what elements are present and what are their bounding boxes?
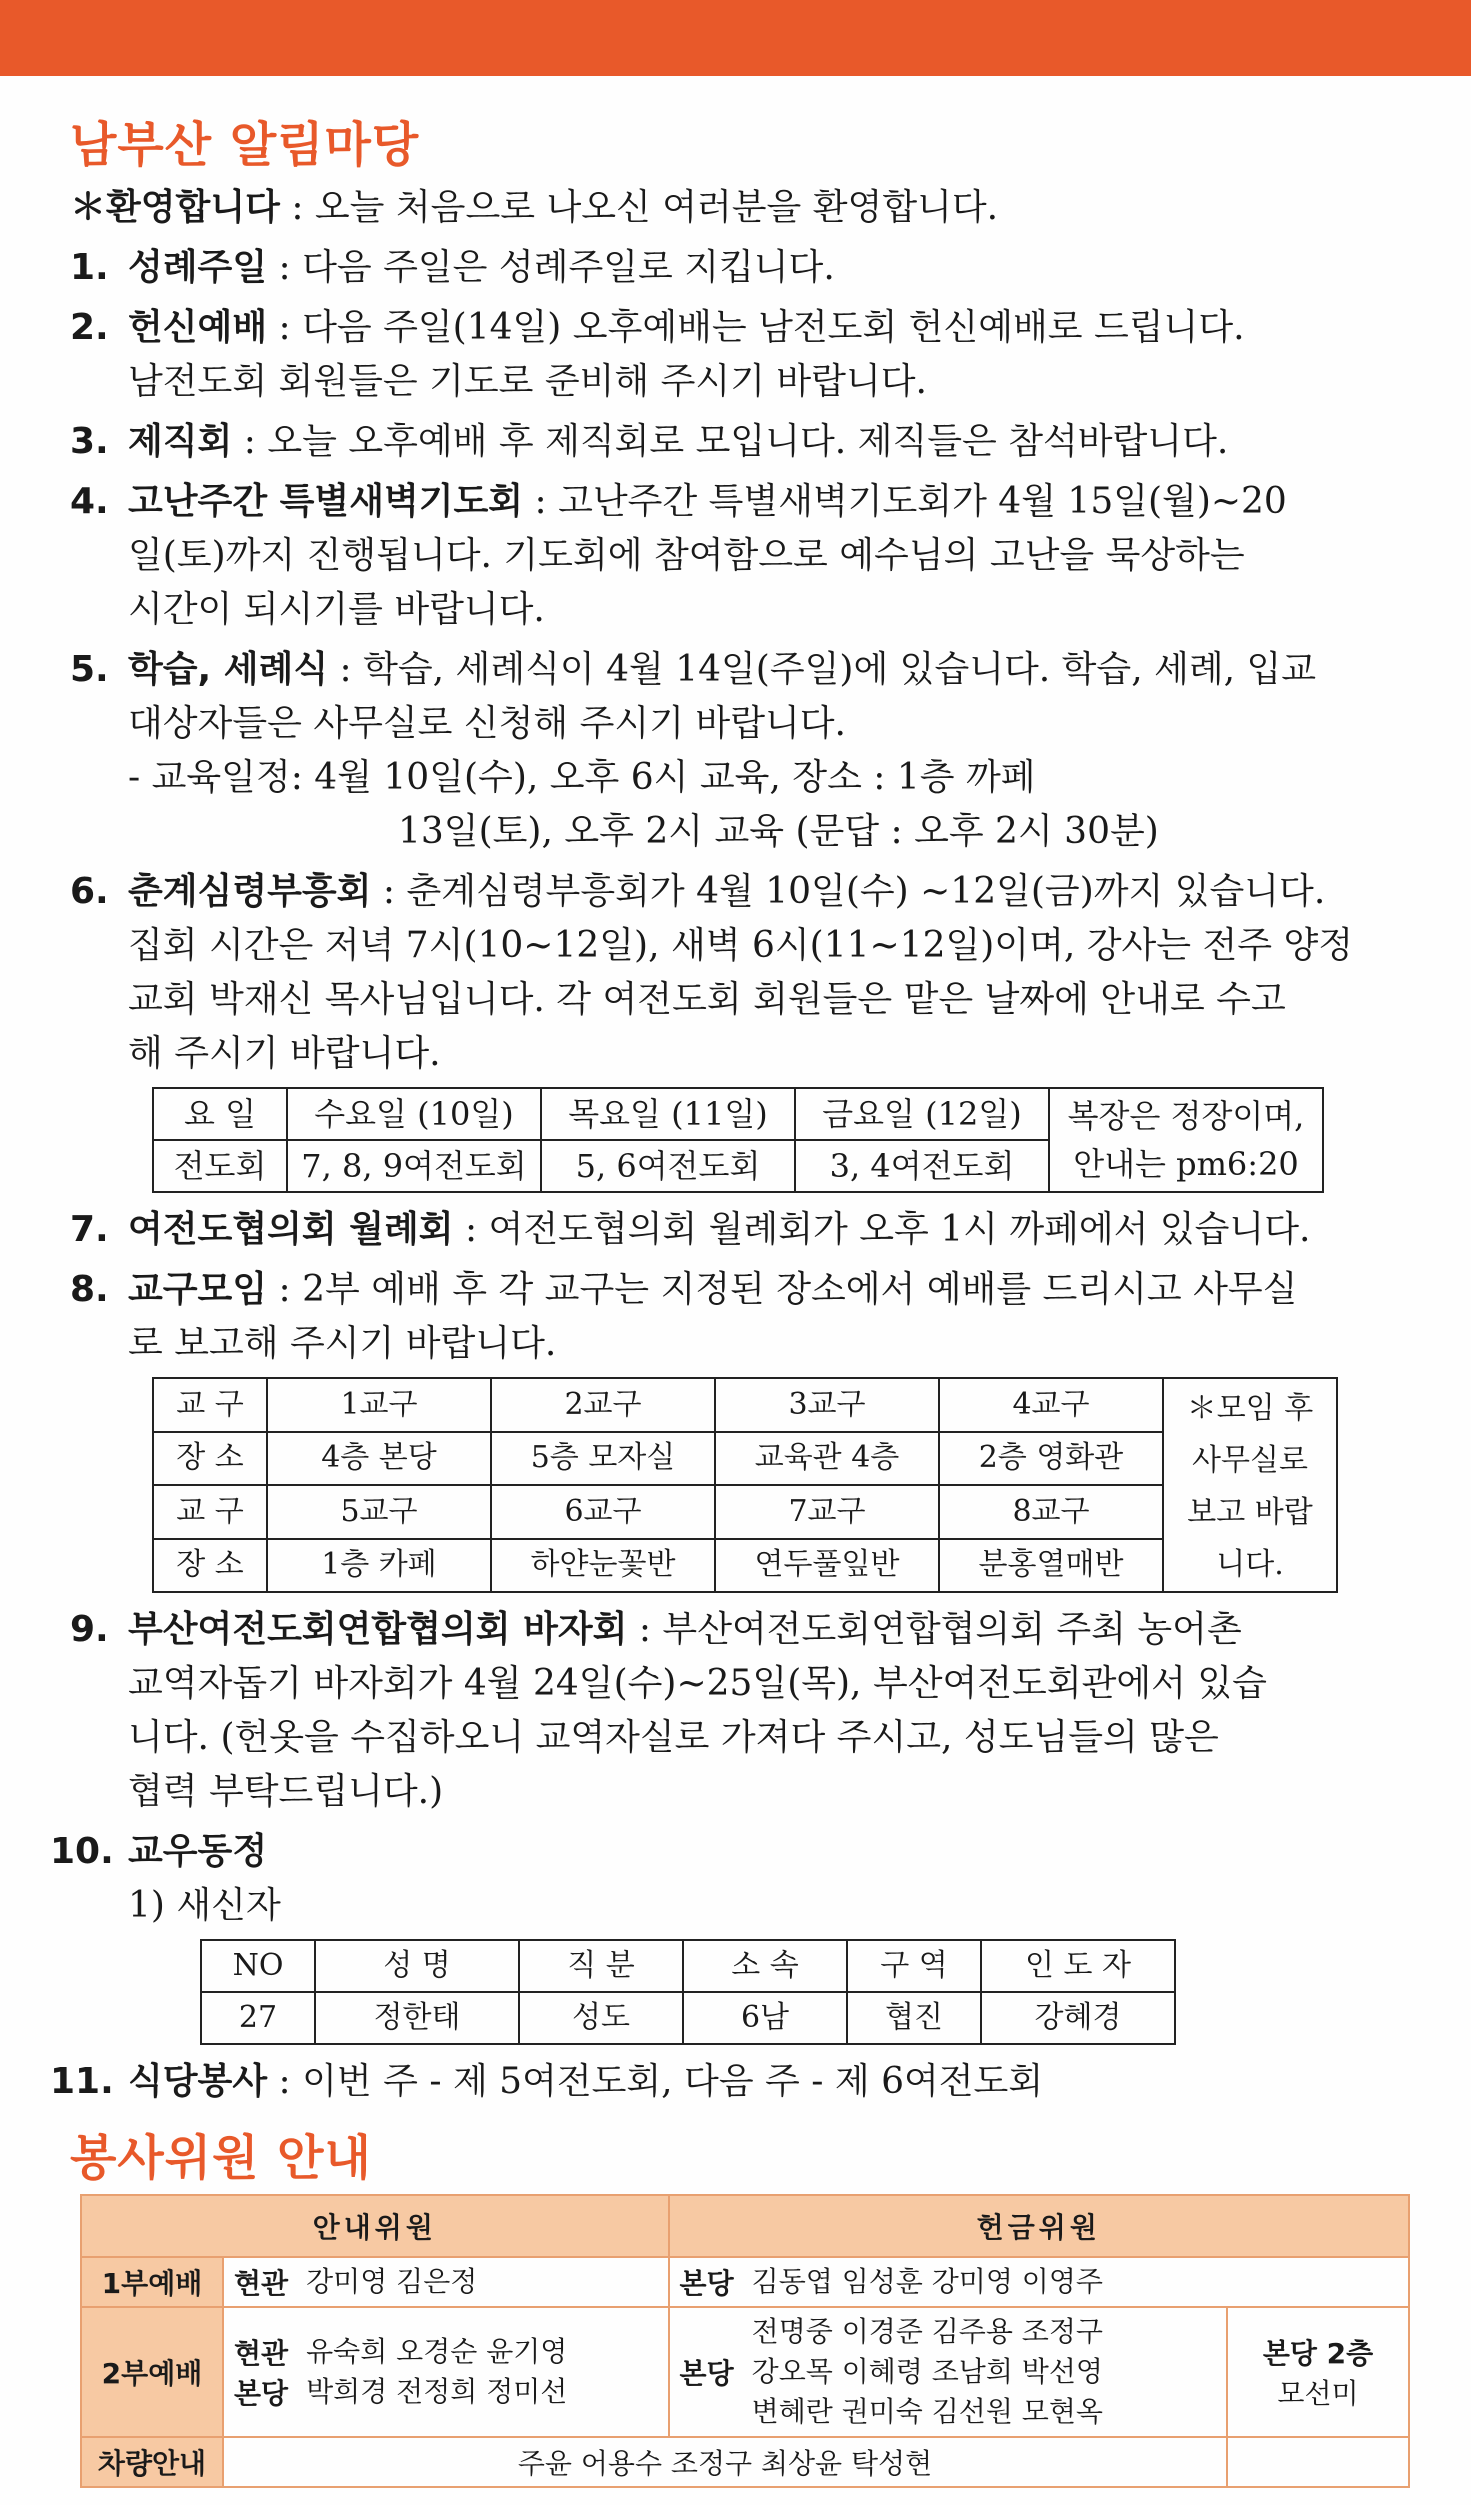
bulletin-page: [50, 96, 1390, 2488]
notice-item-11: 11. 식당봉사 : 이번 주 - 제 5여전도회, 다음 주 - 제 6여전도회: [50, 2061, 1044, 2102]
notice-item-4: 4. 고난주간 특별새벽기도회 : 고난주간 특별새벽기도회가 4월 15일(월)~20 일(토)까지 진행됩니다. 기도회에 참여함으로 예수님의 고난을 묵상하는 시간이 되시기를 바랍니다.: [70, 481, 1287, 630]
top-color-bar: [0, 0, 1471, 76]
welcome-line: ＊환영합니다 : 오늘 처음으로 나오신 여러분을 환영합니다.: [70, 187, 999, 228]
notice-item-10: 10. 교우동정 1) 새신자: [50, 1831, 281, 1926]
notice-item-3: 3. 제직회 : 오늘 오후예배 후 제직회로 모입니다. 제직들은 참석바랍니다.: [70, 421, 1229, 462]
notice-item-7: 7. 여전도협의회 월례회 : 여전도협의회 월례회가 오후 1시 까페에서 있습니다.: [70, 1209, 1311, 1250]
district-note: ＊모임 후 사무실로 보고 바랍 니다.: [1163, 1378, 1337, 1592]
notice-item-9: 9. 부산여전도회연합협의회 바자회 : 부산여전도회연합협의회 주최 농어촌 교역자돕기 바자회가 4월 24일(수)~25일(목), 부산여전도회관에서 있습 니다. (헌옷을 수집하오니 교역자실로 가져다 주시고, 성도님들의 많은 협력 부탁드립니다.): [70, 1609, 1267, 1812]
notice-item-8: 8. 교구모임 : 2부 예배 후 각 교구는 지정된 장소에서 예배를 드리시고 사무실 로 보고해 주시기 바랍니다.: [70, 1269, 1298, 1364]
service-table: 안내위원 헌금위원 1부예배 현관 강미영 김은정 본당 김동엽 임성훈 강미영 이영주 2부예배 현관 유숙희 오경순 윤기영 본당 박희경 전정희 정미선 본당 전명중 이경준 김주용 조정구 강오목 이혜령 조남희 박선영 변혜란 권미숙 김선원 모현옥 본당 2층 모선미 차량안내 주윤 어용수 조정구 최상윤 탁성현: [80, 2194, 1410, 2488]
revival-schedule-table: 요 일 수요일 (10일) 목요일 (11일) 금요일 (12일) 복장은 정장이며, 안내는 pm6:20 전도회 7, 8, 9여전도회 5, 6여전도회 3, 4여전도회: [152, 1087, 1390, 1193]
notice-item-6: 6. 춘계심령부흥회 : 춘계심령부흥회가 4월 10일(수) ~12일(금)까지 있습니다. 집회 시간은 저녁 7시(10~12일), 새벽 6시(11~12일)이며, 강사는 전주 양정 교회 박재신 목사님입니다. 각 여전도회 회원들은 맡은 날짜에 안내로 수고 해 주시기 바랍니다.: [70, 871, 1354, 1074]
revival-note: 복장은 정장이며, 안내는 pm6:20: [1049, 1088, 1323, 1192]
service-title: 봉사위원 안내: [70, 2130, 372, 2186]
notice-item-1: 1. 성례주일 : 다음 주일은 성례주일로 지킵니다.: [70, 247, 835, 288]
notice-item-2: 2. 헌신예배 : 다음 주일(14일) 오후예배는 남전도회 헌신예배로 드립니다. 남전도회 회원들은 기도로 준비해 주시기 바랍니다.: [70, 307, 1245, 402]
district-meeting-table: 교 구 1교구 2교구 3교구 4교구 ＊모임 후 사무실로 보고 바랍 니다. 장 소 4층 본당 5층 모자실 교육관 4층 2층 영화관 교 구 5교구 6교구 7교구 8교구 장 소 1층 카페 하얀눈꽃반 연두풀잎반 분홍열매반: [152, 1377, 1390, 1593]
newcomer-table: NO 성 명 직 분 소 속 구 역 인 도 자 27 정한태 성도 6남 협진 강혜경: [200, 1939, 1390, 2045]
section-title: 남부산 알림마당: [70, 117, 420, 173]
notice-item-5: 5. 학습, 세례식 : 학습, 세례식이 4월 14일(주일)에 있습니다. 학습, 세례, 입교 대상자들은 사무실로 신청해 주시기 바랍니다. - 교육일정: 4월 10일(수), 오후 6시 교육, 장소 : 1층 까페 13일(토), 오후 2시 교육 (문답 : 오후 2시 30분): [70, 649, 1317, 852]
